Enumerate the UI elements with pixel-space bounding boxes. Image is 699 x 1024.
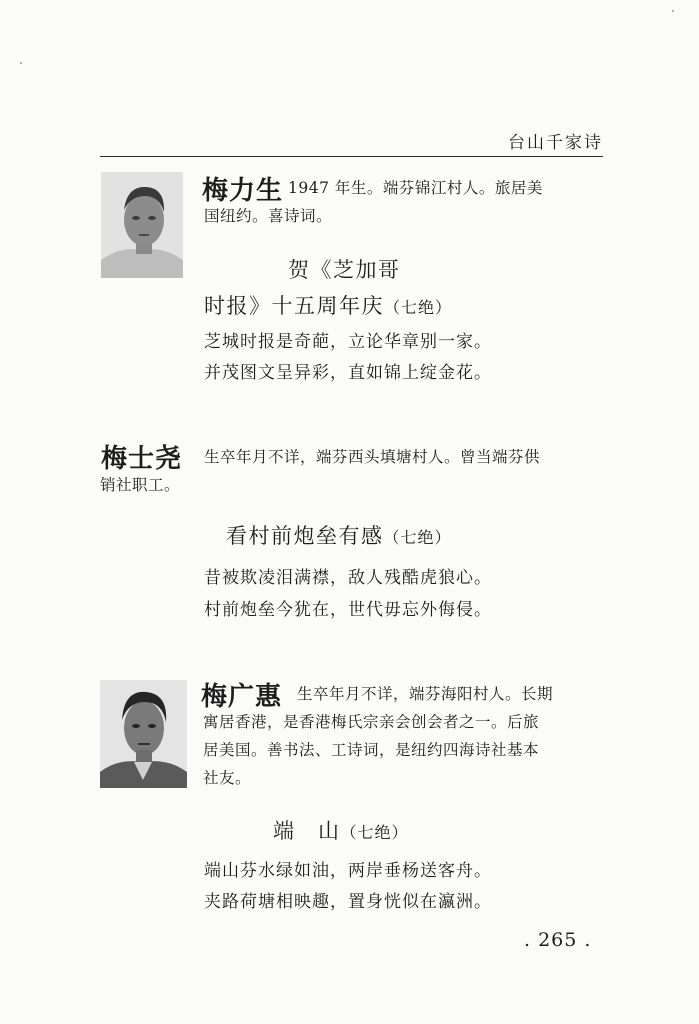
scan-speck [672, 10, 674, 12]
author-bio-line: 国纽约。喜诗词。 [204, 207, 333, 225]
poem-title-text: 时报》十五周年庆 [204, 294, 384, 318]
portrait-photo-mei-guanghui [100, 680, 187, 788]
author-bio-line: 居美国。善书法、工诗词，是纽约四海诗社基本 [203, 741, 540, 759]
portrait-photo-mei-lisheng [101, 172, 183, 278]
poem-line: 昔被欺凌泪满襟，敌人残酷虎狼心。 [204, 568, 492, 588]
poem-form: （七绝） [340, 823, 409, 842]
poem-title-line [226, 520, 452, 550]
author-bio [203, 680, 607, 792]
author-bio-line: 寓居香港，是香港梅氏宗亲会创会者之一。后旅 [203, 713, 540, 731]
poem-title: 贺《芝加哥 [288, 258, 401, 282]
scan-speck [20, 62, 22, 64]
page-number: . 265 . [524, 929, 592, 951]
author-bio [204, 174, 604, 230]
author-bio-line: 1947 年生。端芬锦江村人。旅居美 [288, 179, 543, 197]
poem-title: 看村前炮垒有感 [226, 524, 384, 548]
poem-title: 端 山 [273, 819, 341, 843]
poem-line: 并茂图文呈异彩，直如锦上绽金花。 [204, 363, 492, 383]
author-bio-line: 社友。 [203, 769, 252, 787]
poem-line: 端山芬水绿如油，两岸垂杨送客舟。 [204, 861, 492, 881]
poem-form: （七绝） [384, 298, 453, 317]
author-name: 梅力生 [202, 176, 284, 206]
running-header-title: 台山千家诗 [508, 133, 603, 153]
author-bio-line: 生卒年月不详，端芬西头填塘村人。曾当端芬供 [204, 448, 541, 466]
author-name: 梅士尧 [101, 444, 183, 474]
poem-line: 夹路荷塘相映趣，置身恍似在瀛洲。 [204, 892, 492, 912]
poem-form: （七绝） [383, 528, 452, 547]
poem-title-line [273, 815, 409, 845]
author-bio-line: 生卒年月不详，端芬海阳村人。长期 [297, 685, 554, 703]
poem-title-line2 [204, 290, 452, 320]
page-header [100, 126, 603, 157]
author-bio [100, 443, 608, 499]
author-name: 梅广惠 [201, 682, 283, 712]
poem-line: 村前炮垒今犹在，世代毋忘外侮侵。 [204, 600, 492, 620]
poem-line: 芝城时报是奇葩，立论华章别一家。 [204, 332, 492, 352]
author-bio-line: 销社职工。 [100, 476, 181, 494]
